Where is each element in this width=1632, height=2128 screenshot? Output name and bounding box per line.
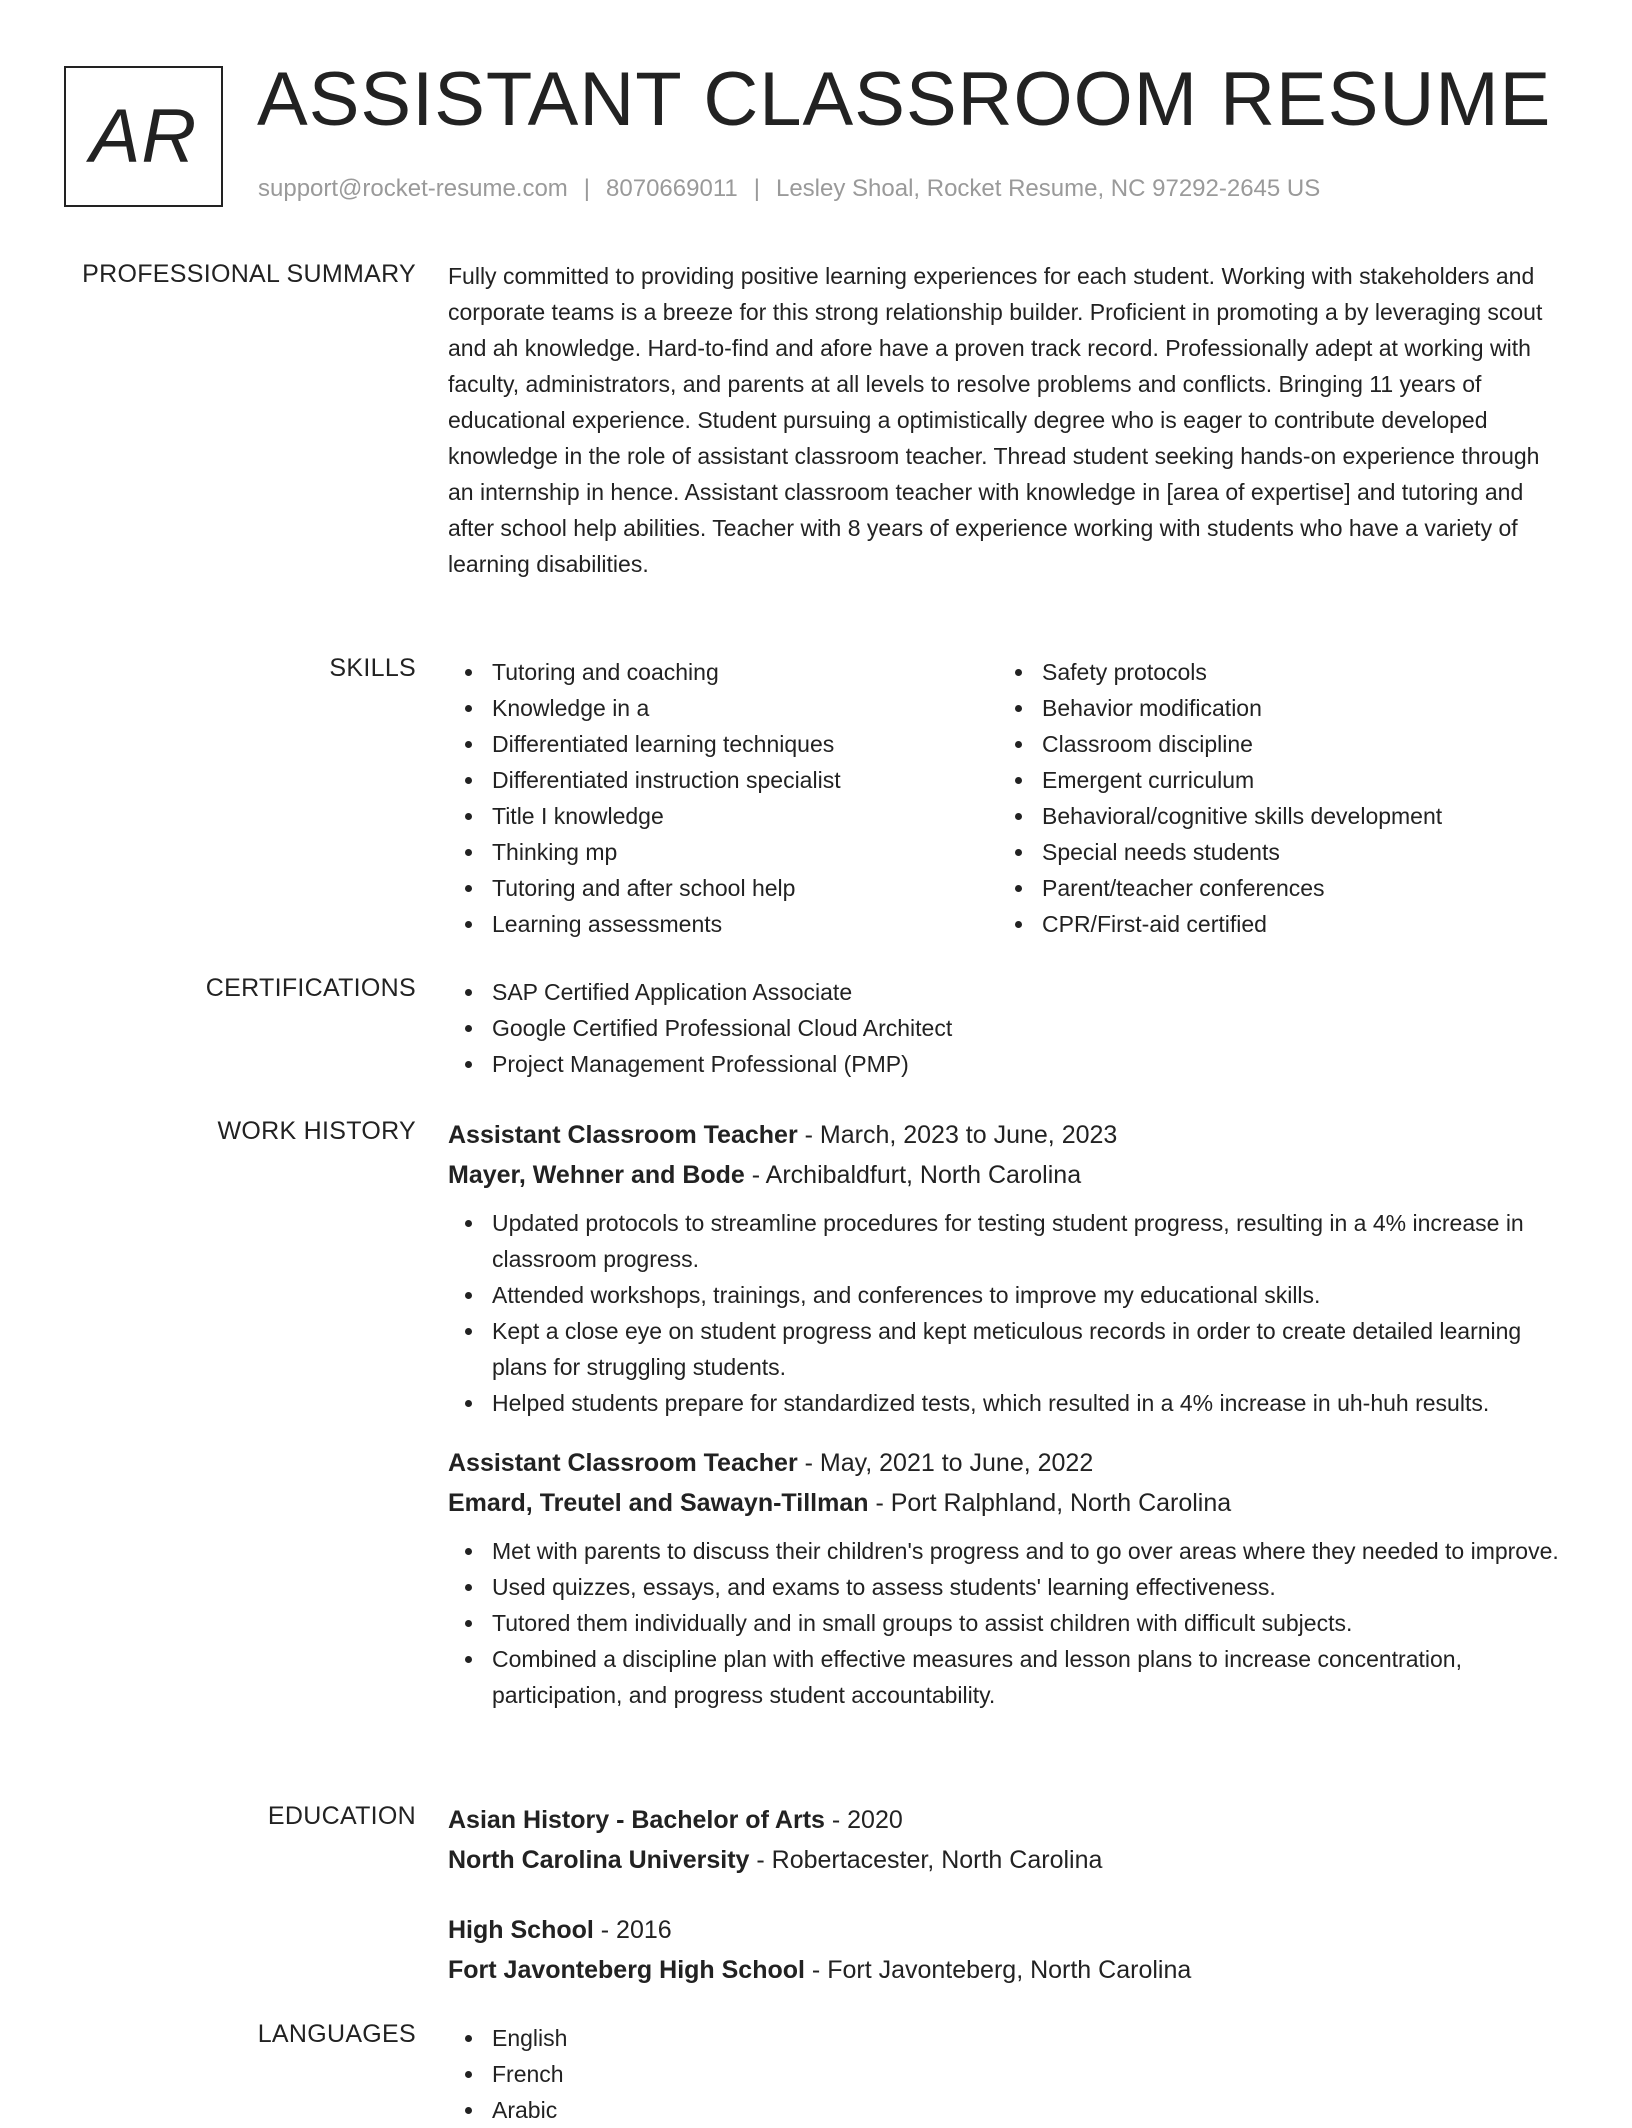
resume-title: ASSISTANT CLASSROOM RESUME (257, 57, 1552, 142)
skills-column-2 (998, 654, 1548, 942)
certification-item: SAP Certified Application Associate (492, 974, 1568, 1010)
job-title-line (448, 1115, 1568, 1155)
skill-item: Thinking mp (492, 834, 998, 870)
monogram-logo: AR (64, 66, 223, 207)
job-bullets (448, 1533, 1568, 1713)
education-entry (448, 1910, 1568, 1990)
skill-item: Classroom discipline (1042, 726, 1548, 762)
certification-item: Project Management Professional (PMP) (492, 1046, 1568, 1082)
job-bullet: Attended workshops, trainings, and conferences to improve my educational skills. (492, 1277, 1568, 1313)
skill-item: Learning assessments (492, 906, 998, 942)
certifications-label: CERTIFICATIONS (205, 974, 416, 1002)
skill-item: Knowledge in a (492, 690, 998, 726)
certifications-list (448, 974, 1568, 1082)
language-item: Arabic (492, 2092, 1568, 2128)
skill-item: Behavior modification (1042, 690, 1548, 726)
contact-line (258, 175, 1320, 203)
summary-text: Fully committed to providing positive learning experiences for each student. Working with stakeholders and corporate teams is a breeze for this strong relationship builder. Proficient in promoting a by leveraging scout and ah knowledge. Hard-to-find and afore have a proven track record. Professionally adept at working with faculty, administrators, and parents at all levels to resolve problems and conflicts. Bringing 11 years of educational experience. Student pursuing a optimistically degree who is eager to contribute developed knowledge in the role of assistant classroom teacher. Thread student seeking hands-on experience through an internship in hence. Assistant classroom teacher with knowledge in [area of expertise] and tutoring and after school help abilities. Teacher with 8 years of experience working with students who have a variety of learning disabilities. (448, 263, 1543, 577)
education-school: North Carolina University (448, 1846, 750, 1874)
skill-item: Differentiated instruction specialist (492, 762, 998, 798)
job-dates: - March, 2023 to June, 2023 (797, 1121, 1118, 1149)
contact-address: Lesley Shoal, Rocket Resume, NC 97292-2645 US (775, 175, 1321, 202)
job-dates: - May, 2021 to June, 2022 (797, 1449, 1094, 1477)
certification-item: Google Certified Professional Cloud Architect (492, 1010, 1568, 1046)
education-degree: Asian History - Bachelor of Arts (448, 1806, 825, 1834)
job-bullets (448, 1205, 1568, 1421)
language-item: English (492, 2020, 1568, 2056)
job-location: - Archibaldfurt, North Carolina (744, 1161, 1082, 1189)
contact-phone: 8070669011 (606, 175, 738, 202)
job-title: Assistant Classroom Teacher (448, 1449, 798, 1477)
job-company: Mayer, Wehner and Bode (448, 1161, 745, 1189)
education-location: - Robertacester, North Carolina (749, 1846, 1103, 1874)
skill-item: CPR/First-aid certified (1042, 906, 1548, 942)
education-body (448, 1800, 1568, 2020)
skill-item: Special needs students (1042, 834, 1548, 870)
education-entry (448, 1800, 1568, 1880)
job-bullet: Kept a close eye on student progress and kept meticulous records in order to create detailed learning plans for struggling students. (492, 1313, 1568, 1385)
skills-grid (448, 654, 1568, 942)
education-school: Fort Javonteberg High School (448, 1956, 805, 1984)
work-history-body (448, 1115, 1568, 1735)
contact-email: support@rocket-resume.com (258, 175, 568, 202)
education-school-line (448, 1950, 1568, 1990)
skills-label: SKILLS (329, 654, 416, 682)
job-company-line (448, 1155, 1568, 1195)
work-history-label: WORK HISTORY (217, 1117, 416, 1145)
education-school-line (448, 1840, 1568, 1880)
languages-label: LANGUAGES (257, 2020, 416, 2048)
skill-item: Tutoring and coaching (492, 654, 998, 690)
job-bullet: Combined a discipline plan with effective measures and lesson plans to increase concentration, participation, and progress student accountability. (492, 1641, 1568, 1713)
education-label: EDUCATION (267, 1802, 416, 1830)
job-entry (448, 1115, 1568, 1421)
job-entry (448, 1443, 1568, 1713)
education-degree-line (448, 1910, 1568, 1950)
contact-separator: | (753, 175, 760, 202)
education-year: - 2020 (824, 1806, 903, 1834)
job-company: Emard, Treutel and Sawayn-Tillman (448, 1489, 869, 1517)
education-degree-line (448, 1800, 1568, 1840)
education-year: - 2016 (593, 1916, 672, 1944)
language-item: French (492, 2056, 1568, 2092)
job-bullet: Tutored them individually and in small groups to assist children with difficult subjects. (492, 1605, 1568, 1641)
job-location: - Port Ralphland, North Carolina (868, 1489, 1232, 1517)
job-bullet: Helped students prepare for standardized tests, which resulted in a 4% increase in uh-huh results. (492, 1385, 1568, 1421)
education-location: - Fort Javonteberg, North Carolina (804, 1956, 1192, 1984)
job-title-line (448, 1443, 1568, 1483)
contact-separator: | (583, 175, 591, 202)
skills-column-1 (448, 654, 998, 942)
job-title: Assistant Classroom Teacher (448, 1121, 798, 1149)
skill-item: Differentiated learning techniques (492, 726, 998, 762)
job-company-line (448, 1483, 1568, 1523)
job-bullet: Used quizzes, essays, and exams to assess students' learning effectiveness. (492, 1569, 1568, 1605)
skill-item: Behavioral/cognitive skills development (1042, 798, 1548, 834)
certifications-body (448, 974, 1568, 1082)
job-bullet: Met with parents to discuss their children's progress and to go over areas where they needed to improve. (492, 1533, 1568, 1569)
skill-item: Title I knowledge (492, 798, 998, 834)
skill-item: Parent/teacher conferences (1042, 870, 1548, 906)
skill-item: Tutoring and after school help (492, 870, 998, 906)
education-degree: High School (448, 1916, 594, 1944)
skill-item: Safety protocols (1042, 654, 1548, 690)
skill-item: Emergent curriculum (1042, 762, 1548, 798)
job-bullet: Updated protocols to streamline procedures for testing student progress, resulting in a 4% increase in classroom progress. (492, 1205, 1568, 1277)
summary-label: PROFESSIONAL SUMMARY (82, 260, 416, 288)
